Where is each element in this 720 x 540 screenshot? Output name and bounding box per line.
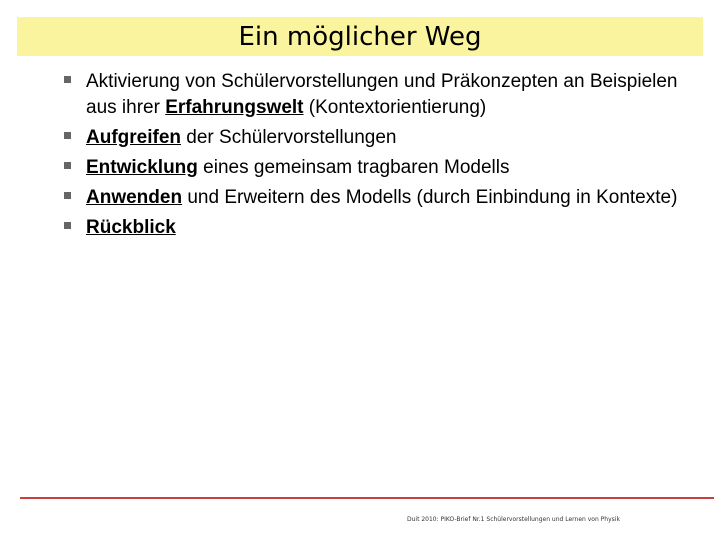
bullet-item bbox=[86, 69, 686, 121]
bullet-keyword: Entwicklung bbox=[86, 157, 198, 178]
bullet-keyword: Rückblick bbox=[86, 217, 176, 238]
bullet-square-icon bbox=[64, 222, 71, 229]
footer-citation: Duit 2010: PIKO-Brief Nr.1 Schülervorstellungen und Lernen von Physik bbox=[407, 516, 620, 523]
bullet-text: der Schülervorstellungen bbox=[181, 127, 397, 148]
bullet-text: (Kontextorientierung) bbox=[303, 97, 487, 118]
title-bar bbox=[17, 17, 703, 56]
bullet-keyword: Erfahrungswelt bbox=[165, 97, 304, 118]
bullet-square-icon bbox=[64, 192, 71, 199]
bullet-square-icon bbox=[64, 132, 71, 139]
bullet-text: Aktivierung von Schülervorstellungen und Präkonzepten an Beispielen aus ihrer bbox=[86, 71, 678, 118]
bullet-keyword: Aufgreifen bbox=[86, 127, 181, 148]
bullet-square-icon bbox=[64, 76, 71, 83]
bullet-item bbox=[86, 125, 686, 151]
bullet-square-icon bbox=[64, 162, 71, 169]
bullet-item bbox=[86, 155, 686, 181]
footer-divider bbox=[20, 497, 714, 499]
bullet-keyword: Anwenden bbox=[86, 187, 183, 208]
bullet-text: eines gemeinsam tragbaren Modells bbox=[197, 157, 510, 178]
bullet-item bbox=[86, 185, 686, 211]
slide-title: Ein möglicher Weg bbox=[238, 22, 482, 52]
bullet-item bbox=[86, 215, 686, 241]
bullet-text: und Erweitern des Modells (durch Einbindung in Kontexte) bbox=[182, 187, 678, 208]
bullet-list bbox=[86, 69, 686, 245]
